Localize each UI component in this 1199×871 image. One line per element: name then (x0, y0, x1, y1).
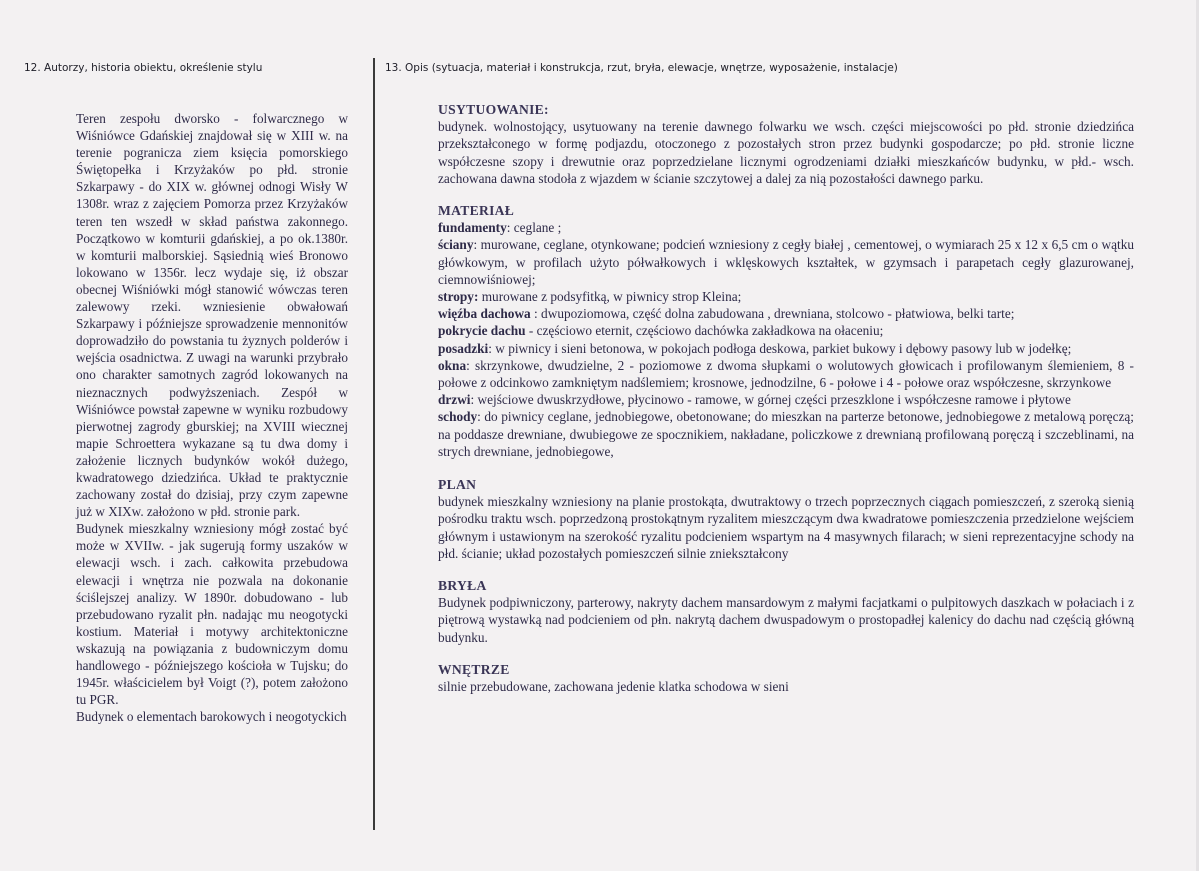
column-divider (373, 58, 375, 830)
section-title: MATERIAŁ (438, 203, 515, 219)
material-text: : skrzynkowe, dwudzielne, 2 - poziomowe z dwoma słupkami o wolutowych głowicach i profilowanym ślemieniem, 8 - połowe z odcinkowo zamkniętym nadślemiem; krosnowe, jednodzilne, 6 - połowe i 4 - połowe oraz współczesne, skrzynkowe (438, 357, 1134, 391)
material-term: drzwi (438, 392, 471, 408)
section-bryla (438, 577, 1134, 646)
material-text: murowane z podsyfitką, w piwnicy strop Kleina; (478, 289, 742, 305)
section-plan (438, 476, 1134, 562)
material-term: okna (438, 357, 467, 373)
material-term: więźba dachowa (438, 306, 531, 322)
material-item (438, 219, 1134, 236)
material-item (438, 408, 1134, 460)
section-text: budynek mieszkalny wzniesiony na planie prostokąta, dwutraktowy o trzech poprzecznych ciągach pomieszczeń, z szeroką sienią pośrodku traktu wsch. poprzedzoną prostokątnym ryzalitem mieszczącym dwa kwadratowe pomieszczenia przedzielone wejściem głównym i ustawionym na szerokość ryzalitu podcieniem wspartym na 4 masywnych filarach; w sieni reprezentacyjne schody na płd. ścianie; układ pozostałych pomieszczeń silnie zniekształcony (438, 494, 1134, 561)
material-term: ściany (438, 237, 474, 253)
material-item (438, 322, 1134, 339)
material-item (438, 391, 1134, 408)
history-column (76, 110, 348, 725)
material-term: stropy: (438, 289, 479, 305)
section-text: budynek. wolnostojący, usytuowany na terenie dawnego folwarku we wsch. części miejscowości po płd. stronie dziedzińca przekształconego w formę podjazdu, otoczonego z pozostałych stron przez budynki gospodarcze; po płd. stronie liczne współczesne szopy i drewutnie oraz poprzedzielane licznymi ogrodzeniami działki mieszkańców budynku, w płd.- wsch. zachowana dawna stodoła z wjazdem w ścianie szczytowej a dalej za nią pozostałości dawnego parku. (438, 119, 1134, 186)
material-item (438, 357, 1134, 391)
history-paragraph: Teren zespołu dworsko - folwarcznego w Wiśniówce Gdańskiej znajdował się w XIII w. na terenie pogranicza ziem księcia pomorskiego Świętopełka i Krzyżaków po płd. stronie Szkarpawy - do XIX w. głównej odnogi Wisły W 1308r. wraz z zajęciem Pomorza przez Krzyżaków teren ten wszedł w skład państwa zakonnego. Początkowo w komturii gdańskiej, a po ok.1380r. w komturii malborskiej. Sąsiednią wieś Bronowo lokowano w 1356r. lecz wydaje się, iż obszar obecnej Wiśniówki mógł stanowić wówczas teren zalewowy rzeki. wzniesienie obwałowań Szkarpawy i późniejsze sprowadzenie mennonitów doprowadziło do powstania tu żyznych polderów i wejścia osadnictwa. Z uwagi na warunki przybrało ono charakter samotnych zagród lokowanych na nieznacznych podwyższeniach. Zespół w Wiśniówce powstał zapewne w wyniku rozbudowy pierwotnej zagrody gburskiej; na XVIII wiecznej mapie Schroettera wykazane są tu dwa domy i założenie licznych budynków wokół dużego, kwadratowego dziedzińca. Układ te praktycznie zachowany został do dzisiaj, przy czym zapewne już w XIXw. założono w płd. stronie park. (76, 111, 348, 520)
section-title: BRYŁA (438, 578, 487, 594)
section-text: Budynek podpiwniczony, parterowy, nakryty dachem mansardowym z małymi facjatkami o pulpitowych daszkach w połaciach i z piętrową wystawką nad podcieniem od płn. nakrytą dachem dwuspadowym o prostopadłej kalenicy do dachu nad częścią główną budynku. (438, 595, 1134, 645)
material-term: posadzki (438, 340, 489, 356)
material-term: pokrycie dachu (438, 323, 526, 339)
section-text: silnie przebudowane, zachowana jedenie klatka schodowa w sieni (438, 679, 789, 695)
description-column (438, 101, 1134, 695)
material-text: : ceglane ; (506, 220, 562, 236)
material-text: - częściowo eternit, częściowo dachówka zakładkowa na ołaceniu; (525, 323, 884, 339)
material-item (438, 305, 1134, 322)
material-term: fundamenty (438, 220, 507, 236)
history-paragraph: Budynek mieszkalny wzniesiony mógł zostać być może w XVIIw. - jak sugerują formy uszaków w elewacji wsch. i zach. całkowita przebudowa elewacji i wnętrza nie pozwala na dokonanie ściślejszej analizy. W 1890r. dobudowano - lub przebudowano ryzalit płn. nadając mu neogotycki kostium. Materiał i motywy architektoniczne wskazują na powiązania z budowniczym domu handlowego - późniejszego kościoła w Tujsku; do 1945r. właścicielem był Voigt (?), potem założono tu PGR. (76, 521, 348, 708)
material-text: : murowane, ceglane, otynkowane; podcień wzniesiony z cegły białej , cementowej, o wymiarach 25 x 12 x 6,5 cm o wątku główkowym, w profilach użyto półwałkowych i wklęskowych kształtek, w gzymsach i parapetach cegły glazurowanej, ciemnowiśniowej; (438, 237, 1134, 287)
material-item (438, 288, 1134, 305)
section-wnetrze (438, 661, 1134, 695)
section-title: PLAN (438, 477, 477, 493)
section-material (438, 202, 1134, 460)
header-history-label: 12. Autorzy, historia obiektu, określenie stylu (24, 62, 263, 74)
header-description-label: 13. Opis (sytuacja, materiał i konstrukcja, rzut, bryła, elewacje, wnętrze, wyposażenie, instalacje) (385, 62, 898, 74)
section-title: USYTUOWANIE: (438, 102, 549, 117)
material-item (438, 340, 1134, 357)
history-paragraph: Budynek o elementach barokowych i neogotyckich (76, 709, 347, 725)
material-text: : w piwnicy i sieni betonowa, w pokojach podłoga deskowa, parkiet bukowy i dębowy pasowy lub w jodełkę; (488, 340, 1072, 356)
section-usytuowanie (438, 101, 1134, 187)
section-title: WNĘTRZE (438, 661, 510, 677)
material-text: : dwupoziomowa, część dolna zabudowana , drewniana, stolcowo - płatwiowa, belki tarte; (530, 306, 1015, 322)
material-item (438, 236, 1134, 288)
material-term: schody (438, 409, 478, 425)
material-text: : wejściowe dwuskrzydłowe, płycinowo - ramowe, w górnej części przeszklone i współczesne ramowe i płytowe (470, 392, 1071, 408)
material-text: : do piwnicy ceglane, jednobiegowe, obetonowane; do mieszkan na parterze betonowe, jednobiegowe z metalową poręczą; na poddasze drewniane, dwubiegowe ze spocznikiem, nakładane, policzkowe z drewnianą profilowaną poręczą i szczeblinami, na strych drewniane, jednobiegowe, (438, 409, 1134, 459)
